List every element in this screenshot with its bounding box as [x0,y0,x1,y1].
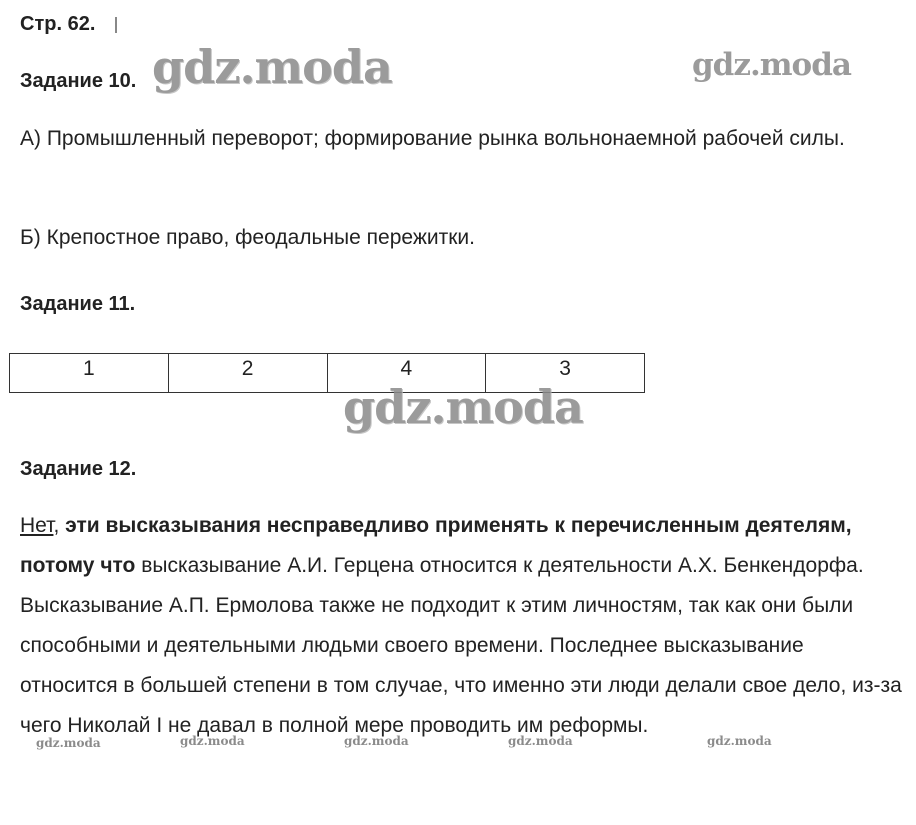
text-cursor-mark [115,17,117,33]
watermark-logo: gdz.moda [707,734,772,748]
watermark-logo: gdz.moda [692,47,851,83]
task-10-answer-b: Б) Крепостное право, феодальные пережитки. [20,226,475,249]
answer-no: Нет [20,514,54,537]
watermark-logo: gdz.moda [344,734,409,748]
answer-cell-4: 3 [486,354,645,393]
page-label: Стр. 62. [20,13,96,35]
watermark-logo: gdz.moda [152,40,392,94]
answer-cell-3: 4 [327,354,486,393]
task-11-heading: Задание 11. [20,293,136,315]
table-row [10,354,645,393]
answer-comma: , [53,514,66,537]
watermark-logo: gdz.moda [508,734,573,748]
answer-bold-part: эти высказывания несправедливо применять к перечисленным деятелям, потому что [20,514,852,577]
answer-cell-2: 2 [168,354,327,393]
answer-rest: высказывание А.И. Герцена относится к деятельности А.Х. Бенкендорфа. Высказывание А.П. Ермолова также не подходит к этим личностям, так как они были способными и деятельными людьми своего времени. Последнее высказывание относится в большей степени в том случае, что именно эти люди делали свое дело, из-за чего Николай I не давал в полной мере проводить им реформы. [20,554,902,737]
answer-cell-1: 1 [10,354,169,393]
watermark-logo: gdz.moda [343,380,583,434]
task-10-heading: Задание 10. [20,70,137,92]
task-10-answer-a: А) Промышленный переворот; формирование рынка вольнонаемной рабочей силы. [20,127,845,150]
watermark-logo: gdz.moda [180,734,245,748]
task-12-heading: Задание 12. [20,458,137,480]
watermark-logo: gdz.moda [36,736,101,750]
task-12-answer [20,506,902,746]
task-11-answer-table [9,353,645,393]
